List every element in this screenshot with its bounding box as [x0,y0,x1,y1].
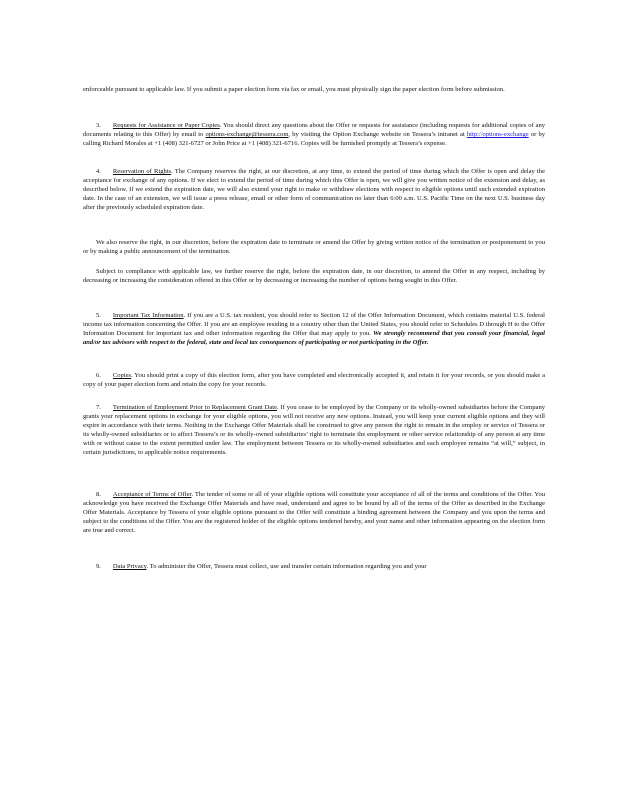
paragraph-requests-assistance [83,121,545,148]
intranet-link[interactable]: http://options-exchange [466,131,529,139]
paragraph-intro [83,85,545,94]
paragraph-data-privacy [83,562,545,571]
section-number: 4. [96,168,101,175]
section-number: 9. [96,563,101,570]
paragraph-terminate-amend [83,238,545,256]
section-heading: Copies [112,372,132,379]
section-heading: Termination of Employment Prior to Replacement Grant Date [112,404,278,411]
paragraph-acceptance-of-terms [83,490,545,535]
paragraph-termination-of-employment [83,403,545,458]
section-number: 8. [96,491,101,498]
section-heading: Important Tax Information [112,312,184,319]
email-address[interactable]: options-exchange@tessera.com [205,131,289,139]
section-heading: Acceptance of Terms of Offer [112,491,192,498]
section-number: 6. [96,372,101,379]
paragraph-text: enforceable pursuant to applicable law. If you submit a paper election form via fax or email, you must physically sign the paper election form before submission. [83,86,505,93]
section-heading: Data Privacy [112,563,147,570]
paragraph-text: Subject to compliance with applicable law, we further reserve the right, before the expiration date, in our discretion, to amend the Offer in any respect, including by decreasing or increasing the consideration offered in this Offer or by decreasing or increasing the number of options being sought in this Offer. [83,268,545,285]
paragraph-text: . If you are a U.S. tax resident, you should refer to Section 12 of the Offer Information Document, which contains material U.S. federal income tax information concerning the Offer. If you are an employee residing in a country other than the United States, you should refer to Schedules D through H to the Offer Information Document for important tax and other information regarding the Offer that may apply to you. [83,312,545,338]
paragraph-text: . The tender of some or all of your eligible options will constitute your acceptance of all of the terms and conditions of the Offer. You acknowledge you have received the Exchange Offer Materials and have read, understand and agree to be bound by all of the terms of the Offer as described in the Exchange Offer Materials. Acceptance by Tessera of your eligible options pursuant to the Offer will constitute a binding agreement between the Company and you upon the terms and subject to the conditions of the Offer. You are the registered holder of the eligible options tendered hereby, and your name and other information appearing on the election form are true and correct. [83,491,546,535]
section-heading: Requests for Assistance or Paper Copies [112,122,220,129]
paragraph-reservation-of-rights [83,167,545,212]
paragraph-text: . The Company reserves the right, at our discretion, at any time, to extend the period of time during which the Offer is open and delay the acceptance for exchange of any options. If we elect to extend the period of time during which this Offer is open, we will give you written notice of the extension and delay, as described below. If we extend the expiration date, we will also extend your right to make or withdraw elections with respect to eligible options until such extended expiration date. In the case of an extension, we will issue a press release, email or other form of communication no later than 6:00 a.m. U.S. Pacific Time on the next U.S. business day after the previously scheduled expiration date. [83,168,545,212]
paragraph-text: . You should print a copy of this election form, after you have completed and electronically accepted it, and retain it for your records, or you should make a copy of your paper election form and retain the copy for your records. [83,372,545,389]
paragraph-text: . To administer the Offer, Tessera must collect, use and transfer certain information regarding you and your [146,563,427,570]
section-number: 3. [96,122,101,129]
section-number: 5. [96,312,101,319]
paragraph-text: . You should direct any questions about the Offer or requests for assistance (including requests for additional copies of any documents relating to this Offer) by email to [83,122,545,139]
paragraph-amend-offer [83,267,545,285]
section-heading: Reservation of Rights [112,168,172,175]
paragraph-text: . If you cease to be employed by the Company or its wholly-owned subsidiaries before the Company grants your replacement options in exchange for your eligible options, you will not receive any new options. Instead, you will keep your current eligible options and they will expire in accordance with their terms. Nothing in the Exchange Offer Materials shall be construed to give any person the right to remain in the employ or service of Tessera or its wholly-owned subsidiaries or to affect Tessera’s or its wholly-owned subsidiaries’ right to terminate the employment or other service relationship of any person at any time with or without cause to the extent permitted under law. The employment between Tessera or its wholly-owned subsidiaries and each employee remains “at will,” subject, in certain jurisdictions, to applicable notice requirements. [83,404,545,457]
paragraph-text: We also reserve the right, in our discretion, before the expiration date to terminate or amend the Offer by giving written notice of the termination or postponement to you or by making a public announcement of the termination. [83,239,545,256]
paragraph-copies [83,371,545,389]
paragraph-text: , by visiting the Option Exchange website on Tessera’s intranet at [288,131,467,139]
paragraph-text: or by calling Richard Morales at +1 (408) 321-6727 or John Price at +1 (408) 321-6716. Copies will be furnished promptly at Tessera’s expense. [83,131,545,148]
section-number: 7. [96,404,101,411]
tax-advice-emphasis: We strongly recommend that you consult your financial, legal and/or tax advisors with respect to the federal, state and local tax consequences of participating or not participating in the Offer. [83,330,545,347]
paragraph-tax-information [83,311,545,347]
